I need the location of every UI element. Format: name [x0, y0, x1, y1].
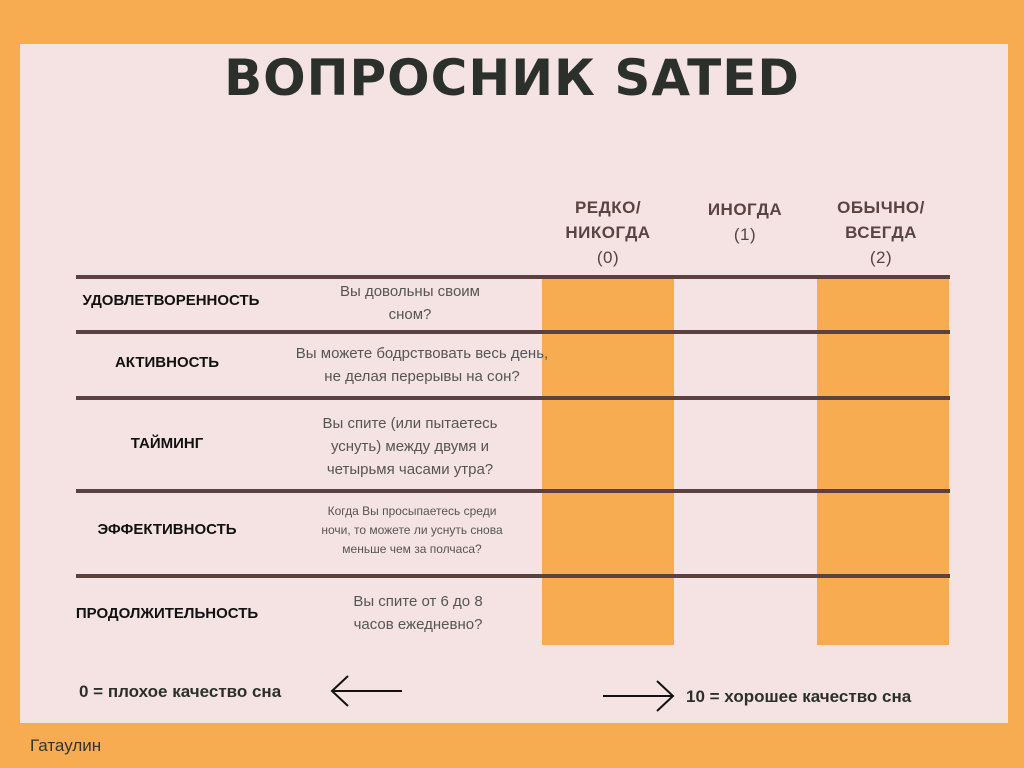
arrow-right-icon [601, 679, 677, 713]
row-label-timing: ТАЙМИНГ [130, 435, 204, 452]
row-label-duration: ПРОДОЛЖИТЕЛЬНОСТЬ [75, 605, 259, 622]
row-label-satisfaction: УДОВЛЕТВОРЕННОСТЬ [82, 292, 260, 309]
column-header-score: (0) [596, 248, 620, 267]
legend-high: 10 = хорошее качество сна [686, 687, 912, 706]
arrow-left-icon [328, 674, 404, 708]
column-header-label: ОБЫЧНО/ ВСЕГДА [837, 198, 925, 242]
column-header-label: РЕДКО/ НИКОГДА [565, 198, 651, 242]
row-question-duration: Вы спите от 6 до 8 часов ежедневно? [353, 593, 483, 633]
row-divider [76, 574, 950, 578]
row-question-satisfaction: Вы довольны своим сном? [340, 283, 480, 323]
row-question-timing: Вы спите (или пытаетесь уснуть) между двумя и четырьмя часами утра? [322, 415, 498, 478]
column-header-label: ИНОГДА [707, 200, 783, 219]
author-credit: Гатаулин [30, 736, 102, 755]
row-question-efficiency: Когда Вы просыпаетесь среди ночи, то можете ли уснуть снова меньше чем за полчаса? [321, 504, 503, 556]
row-divider [76, 330, 950, 334]
column-header-score: (1) [733, 225, 757, 244]
row-label-alertness: АКТИВНОСТЬ [114, 354, 220, 371]
row-question-alertness: Вы можете бодрствовать весь день, не делая перерывы на сон? [295, 345, 549, 385]
column-header-sometimes [690, 197, 800, 247]
legend-low: 0 = плохое качество сна [79, 682, 282, 701]
column-header-score: (2) [869, 248, 893, 267]
page-title: ВОПРОСНИК SATED [224, 49, 800, 107]
row-label-efficiency: ЭФФЕКТИВНОСТЬ [97, 521, 237, 538]
column-header-rarely [545, 195, 671, 270]
column-header-usually [822, 195, 940, 270]
row-divider [76, 275, 950, 279]
row-divider [76, 396, 950, 400]
row-divider [76, 489, 950, 493]
